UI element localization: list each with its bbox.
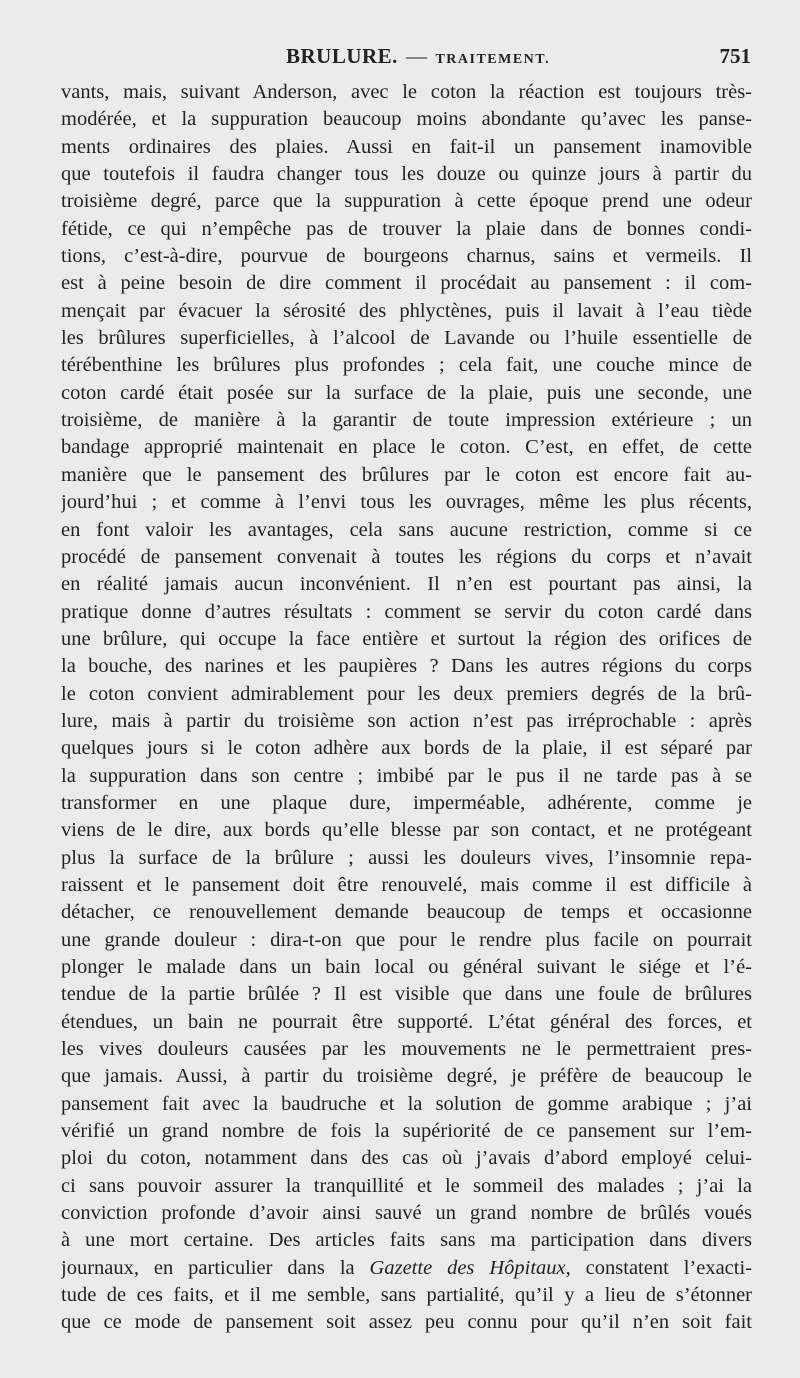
text-line: troisième degré, parce que la suppuration à cette époque prend une odeur [61,190,752,213]
text-line: les vives douleurs causées par les mouvements ne le permettraient pres- [61,1038,752,1061]
text-line: quelques jours si le coton adhère aux bords de la plaie, il est séparé par [61,737,752,760]
text-line: transformer en une plaque dure, imperméable, adhérente, comme je [61,791,752,814]
text-line: ploi du coton, notamment dans des cas où j’avais d’abord employé celui- [61,1147,752,1170]
text-line: tions, c’est-à-dire, pourvue de bourgeons charnus, sains et vermeils. Il [61,245,752,268]
text-line: pansement fait avec la baudruche et la solution de gomme arabique ; j’ai [61,1092,752,1115]
text-line: ci sans pouvoir assurer la tranquillité et le sommeil des malades ; j’ai la [61,1174,752,1197]
text-line: raissent et le pansement doit être renouvelé, mais comme il est difficile à [61,873,752,896]
text-line: en font valoir les avantages, cela sans aucune restriction, comme si ce [61,518,752,541]
text-line: que ce mode de pansement soit assez peu connu pour qu’il n’en soit fait [61,1311,752,1334]
text-line: tude de ces faits, et il me semble, sans partialité, qu’il y a lieu de s’étonner [61,1284,752,1307]
text-line: bandage approprié maintenait en place le coton. C’est, en effet, de cette [61,436,752,459]
text-line: étendues, un bain ne pourrait être supporté. L’état général des forces, et [61,1010,752,1033]
text-line: procédé de pansement convenait à toutes les régions du corps et n’avait [61,545,752,568]
running-title-subtitle: TRAITEMENT. [435,52,551,67]
text-line: que toutefois il faudra changer tous les douze ou quinze jours à partir du [61,163,752,186]
text-line: vérifié un grand nombre de fois la supériorité de ce pansement sur l’em- [61,1120,752,1143]
body-text [61,79,752,1337]
running-title-separator: — [405,44,428,68]
text-line: térébenthine les brûlures plus profondes ; cela fait, une couche mince de [61,354,752,377]
running-title-main: BRULURE. [286,44,398,68]
text-line: lure, mais à partir du troisième son action n’est pas irréprochable : après [61,709,752,732]
text-line: fétide, ce qui n’empêche pas de trouver la plaie dans de bonnes condi- [61,217,752,240]
text-line: est à peine besoin de dire comment il procédait au pansement : il com- [61,272,752,295]
text-line: vants, mais, suivant Anderson, avec le coton la réaction est toujours très- [61,81,752,103]
text-line: modérée, et la suppuration beaucoup moins abondante qu’avec les panse- [61,108,752,131]
text-line: le coton convient admirablement pour les deux premiers degrés de la brû- [61,682,752,705]
text-line-with-italic [61,1255,752,1282]
text-line: ments ordinaires des plaies. Aussi en fait-il un pansement inamovible [61,135,752,158]
page-number: 751 [719,44,751,68]
text-line: mençait par évacuer la sérosité des phlyctènes, puis il lavait à l’eau tiède [61,299,752,322]
text-line: jourd’hui ; et comme à l’envi tous les ouvrages, même les plus récents, [61,491,752,514]
text-line: manière que le pansement des brûlures par le coton est encore fait au- [61,463,752,486]
page-header [61,44,751,76]
text-line: plus la surface de la brûlure ; aussi les douleurs vives, l’insomnie repa- [61,846,752,869]
text-line: troisième, de manière à la garantir de toute impression extérieure ; un [61,409,752,432]
text-line: que jamais. Aussi, à partir du troisième degré, je préfère de beaucoup le [61,1065,752,1088]
text-line: viens de le dire, aux bords qu’elle blesse par son contact, et ne protégeant [61,819,752,842]
text-line: détacher, ce renouvellement demande beaucoup de temps et occasionne [61,901,752,924]
text-line: pratique donne d’autres résultats : comment se servir du coton cardé dans [61,600,752,623]
text-line: plonger le malade dans un bain local ou général suivant le siége et l’é- [61,956,752,978]
text-line: coton cardé était posée sur la surface de la plaie, puis une seconde, une [61,381,752,404]
text-line: tendue de la partie brûlée ? Il est visible que dans une foule de brûlures [61,983,752,1006]
journal-title: Gazette des Hôpitaux [369,1256,566,1279]
text-line: les brûlures superficielles, à l’alcool de Lavande ou l’huile essentielle de [61,327,752,350]
text-line: à une mort certaine. Des articles faits sans ma participation dans divers [61,1229,752,1252]
running-title [286,44,550,69]
text-line: conviction profonde d’avoir ainsi sauvé un grand nombre de brûlés voués [61,1202,752,1225]
text-line: en réalité jamais aucun inconvénient. Il n’en est pourtant pas ainsi, la [61,573,752,596]
text-line: une brûlure, qui occupe la face entière et surtout la région des orifices de [61,627,752,650]
line-text-before: journaux, en particulier dans la [61,1256,370,1279]
text-line: la suppuration dans son centre ; imbibé par le pus il ne tarde pas à se [61,764,752,787]
line-text-after: , constatent l’exacti- [565,1256,752,1279]
text-line: une grande douleur : dira-t-on que pour le rendre plus facile on pourrait [61,928,752,951]
text-line: la bouche, des narines et les paupières ? Dans les autres régions du corps [61,655,752,678]
